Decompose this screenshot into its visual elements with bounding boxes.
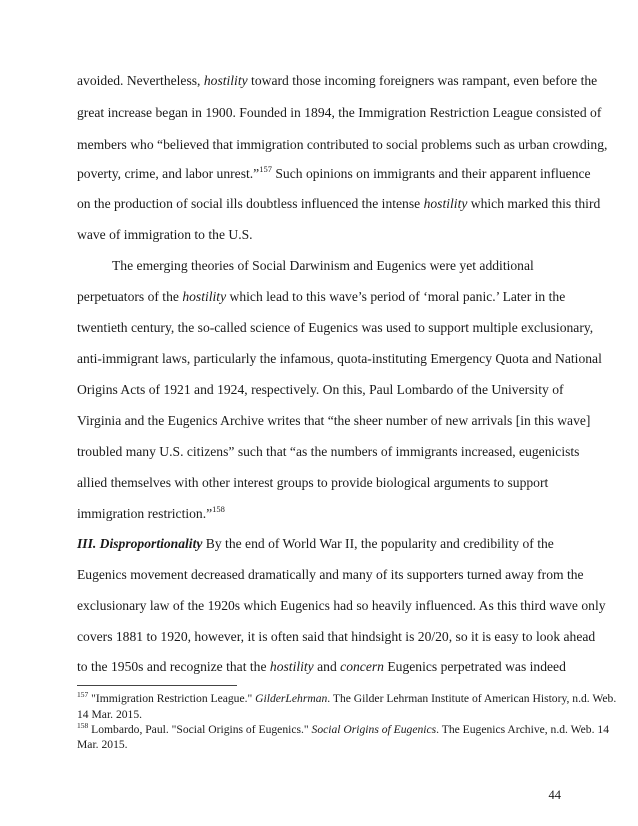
- body-text-run: toward those incoming foreigners was rampant, even before the: [247, 73, 598, 88]
- body-line: [77, 105, 601, 121]
- page-number: 44: [548, 788, 561, 802]
- body-line: [77, 598, 606, 614]
- body-text-run: on the production of social ills doubtless influenced the intense: [77, 196, 424, 211]
- footnote-italic-run: GilderLehrman: [255, 692, 328, 705]
- body-line: [77, 444, 579, 460]
- section-heading: III. Disproportionality: [77, 536, 203, 551]
- body-line: [77, 506, 225, 522]
- body-text-run: to the 1950s and recognize that the: [77, 659, 270, 674]
- footnote-reference: 157: [77, 690, 89, 699]
- body-line: [77, 289, 565, 305]
- body-line: [77, 536, 554, 552]
- body-text-run: Eugenics perpetrated was indeed: [383, 659, 566, 674]
- body-text-run: great increase began in 1900. Founded in 1894, the Immigration Restriction League consisted of: [77, 105, 602, 120]
- body-text-run: members who “believed that immigration contributed to social problems such as urban crowding,: [77, 137, 608, 152]
- footnote-line: [77, 738, 128, 752]
- body-line: [77, 382, 564, 398]
- footnote-text-run: . The Eugenics Archive, n.d. Web. 14: [436, 723, 609, 736]
- body-text-run: The emerging theories of Social Darwinism and Eugenics were yet additional: [112, 258, 534, 273]
- body-text-run: anti-immigrant laws, particularly the infamous, quota-instituting Emergency Quota and National: [77, 351, 602, 366]
- footnote-reference: 158: [77, 721, 89, 730]
- body-line: [77, 137, 607, 153]
- footnote-text-run: Mar. 2015.: [77, 738, 128, 751]
- footnote-text-run: . The Gilder Lehrman Institute of American History, n.d. Web.: [327, 692, 617, 705]
- body-line: [77, 227, 253, 243]
- body-line: [77, 196, 600, 212]
- body-line: [77, 320, 593, 336]
- body-text-run: Origins Acts of 1921 and 1924, respectively. On this, Paul Lombardo of the University of: [77, 382, 564, 397]
- body-line: [77, 73, 597, 89]
- body-text-run: exclusionary law of the 1920s which Eugenics had so heavily influenced. As this third wave only: [77, 598, 606, 613]
- body-text-run: wave of immigration to the U.S.: [77, 227, 253, 242]
- body-text-run: avoided. Nevertheless,: [77, 73, 204, 88]
- footnote-text-run: "Immigration Restriction League.": [88, 692, 256, 705]
- footnote-reference: 158: [212, 504, 225, 514]
- body-text-run: which lead to this wave’s period of ‘moral panic.’ Later in the: [226, 289, 566, 304]
- body-text-run: which marked this third: [467, 196, 601, 211]
- footnote-text-run: Lombardo, Paul. "Social Origins of Eugenics.": [88, 723, 312, 736]
- body-line: [77, 166, 591, 182]
- body-line: [77, 413, 590, 429]
- body-text-run: By the end of World War II, the popularity and credibility of the: [202, 536, 554, 551]
- footnote-line: [77, 692, 616, 706]
- body-line: [77, 475, 548, 491]
- footnote-reference: 157: [259, 164, 272, 174]
- body-italic-run: hostility: [182, 289, 227, 304]
- footnote-divider: [77, 685, 237, 686]
- body-italic-run: concern: [340, 659, 384, 674]
- body-line: [77, 629, 595, 645]
- body-line: [112, 258, 534, 274]
- body-line: [77, 659, 566, 675]
- body-italic-run: hostility: [269, 659, 314, 674]
- body-text-run: allied themselves with other interest groups to provide biological arguments to support: [77, 475, 549, 490]
- body-text-run: covers 1881 to 1920, however, it is often said that hindsight is 20/20, so it is easy to look ahead: [77, 629, 596, 644]
- body-italic-run: hostility: [423, 196, 468, 211]
- body-text-run: Such opinions on immigrants and their apparent influence: [271, 166, 591, 181]
- body-line: [77, 567, 584, 583]
- footnote-line: [77, 723, 609, 737]
- body-text-run: and: [313, 659, 341, 674]
- footnote-text-run: 14 Mar. 2015.: [77, 708, 143, 721]
- body-text-run: twentieth century, the so-called science of Eugenics was used to support multiple exclusionary,: [77, 320, 594, 335]
- body-text-run: Eugenics movement decreased dramatically and many of its supporters turned away from the: [77, 567, 584, 582]
- body-text-run: poverty, crime, and labor unrest.”: [77, 166, 260, 181]
- footnote-italic-run: Social Origins of Eugenics: [311, 723, 437, 736]
- body-text-run: troubled many U.S. citizens” such that “as the numbers of immigrants increased, eugenicists: [77, 444, 580, 459]
- body-text-run: immigration restriction.”: [77, 506, 213, 521]
- footnote-line: [77, 708, 142, 722]
- body-text-run: Virginia and the Eugenics Archive writes that “the sheer number of new arrivals [in this wave]: [77, 413, 591, 428]
- body-line: [77, 351, 602, 367]
- body-text-run: perpetuators of the: [77, 289, 183, 304]
- body-italic-run: hostility: [203, 73, 248, 88]
